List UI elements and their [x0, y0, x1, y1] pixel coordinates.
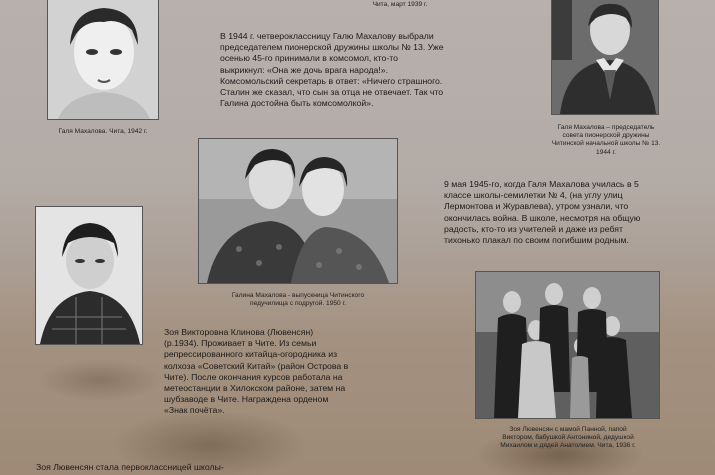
caption-line: педучилища с подругой. 1950 г. — [250, 300, 346, 308]
paragraph-1945 — [444, 179, 679, 246]
caption-line: 1944 г. — [596, 148, 616, 156]
caption-line: Галя Махалова – председатель — [557, 124, 655, 131]
text-line: Сталин же сказал, что сын за отца не отвечает. Так что — [220, 87, 444, 98]
text-line: «Знак почёта». — [164, 405, 225, 416]
text-line: репрессированного китайца-огородника из — [164, 349, 338, 360]
text-line: Галина достойна быть комсомолкой». — [220, 98, 374, 109]
caption-top-center: Чита, март 1939 г. — [372, 1, 428, 8]
text-line: В 1944 г. четвероклассницу Галю Махалову выбрали — [220, 31, 434, 41]
paragraph-bottom: Зоя Лювенсян стала первоклассницей школы- — [36, 462, 224, 472]
caption-line: совета пионерской дружины — [562, 132, 650, 140]
caption-galya-1944 — [536, 124, 676, 157]
text-line: 9 мая 1945-го, когда Галя Махалова училась в 5 — [444, 179, 639, 189]
photo-zoya-portrait — [36, 207, 142, 344]
text-line: председателем пионерской дружины школы № 13. Уже — [220, 42, 444, 53]
caption-line: Виктором, бабушкой Антониной, дедушкой — [502, 434, 634, 442]
caption-line: Михаилом и дядей Анатолием. Чита, 1936 г. — [500, 442, 636, 450]
text-line: тихонько плакал по своим погибшим родным. — [444, 235, 629, 246]
paragraph-zoya — [164, 327, 400, 417]
text-line: осенью 45-го принимали в комсомол, кто-то — [220, 53, 398, 64]
text-line: шубзаводе в Чите. Награждена орденом — [164, 394, 329, 405]
photo-galina-1950 — [199, 139, 397, 283]
photo-galya-1944 — [552, 0, 658, 114]
photo-family-1936 — [476, 272, 659, 418]
caption-galya-1942: Галя Махалова. Чита, 1942 г. — [58, 128, 148, 135]
caption-galina-1950 — [208, 292, 388, 308]
text-line: Лермонтова и Журавлева), утром узнали, что — [444, 201, 629, 212]
paragraph-1944 — [220, 31, 510, 109]
text-line: (р.1934). Проживает в Чите. Из семьи — [164, 338, 317, 349]
caption-family-1936 — [482, 426, 654, 451]
caption-line: Зоя Лювенсян с мамой Панной, папой — [509, 426, 627, 433]
text-line: Зоя Викторовна Клинова (Лювенсян) — [164, 327, 314, 337]
text-line: Чите). После окончания курсов работала на — [164, 371, 343, 382]
text-line: метеостанции в Хилокском районе, затем на — [164, 383, 346, 394]
text-line: окончилась война. В школе, несмотря на общую — [444, 212, 641, 223]
caption-line: Галина Махалова - выпускница Читинского — [231, 292, 365, 299]
text-line: колхоза «Советский Китай» (район Острова в — [164, 360, 349, 371]
text-line: радость, кто-то из учителей и даже из ребят — [444, 223, 623, 234]
caption-line: Читинской начальной школы № 13. — [551, 140, 661, 148]
text-line: выкрикнул: «Она же дочь врага народа!». — [220, 64, 389, 75]
photo-galya-1942 — [48, 0, 158, 119]
text-line: Комсомольский секретарь в ответ: «Ничего страшного. — [220, 75, 443, 86]
text-line: классе школы-семилетки № 4, (на углу улиц — [444, 190, 623, 201]
